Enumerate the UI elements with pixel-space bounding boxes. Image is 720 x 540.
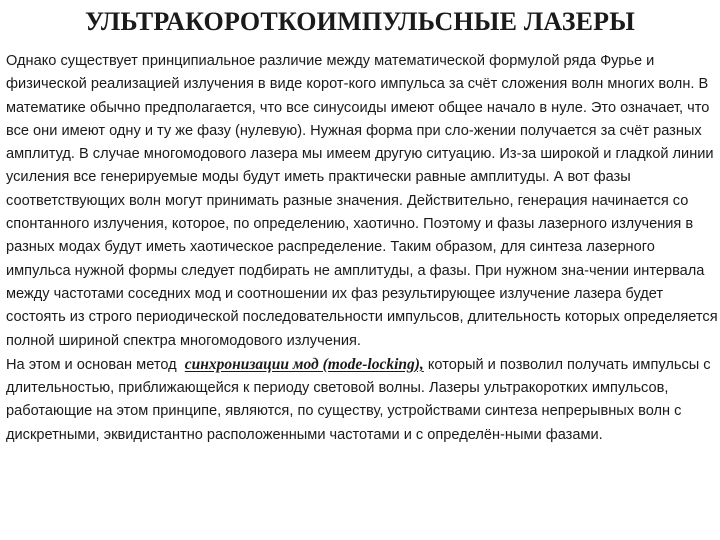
body-paragraph-2 (6, 353, 718, 447)
paragraph-2-tail-text: который и позволил получать импульсы с длительностью, приближающейся к периоду световой волны. Лазеры ультракоротких импульсов, работающие на этом принципе, являются, по существу, устройствами синтеза непрерывных волн с дискретными, эквидистантно расположенными частотами и с определён-ными фазами. (6, 356, 711, 443)
slide-title: УЛЬТРАКОРОТКОИМПУЛЬСНЫЕ ЛАЗЕРЫ (85, 7, 635, 36)
mode-locking-link[interactable]: синхронизации мод (mode-locking), (184, 355, 424, 373)
paragraph-2-lead-text: На этом и основан метод (6, 356, 185, 373)
body-paragraph-1: Однако существует принципиальное различие между математической формулой ряда Фурье и физической реализацией излучения в виде корот-кого импульса за счёт сложения волн многих волн. В математике обычно предполагается, что все синусоиды имеют общее начало в нуле. Это означает, что все они имеют одну и ту же фазу (нулевую). Нужная форма при сло-жении получается за счёт разных амплитуд. В случае многомодового лазера мы имеем другую ситуацию. Из-за широкой и гладкой линии усиления все генерируемые моды будут иметь практически равные амплитуды. А вот фазы соответствующих волн могут принимать разные значения. Действительно, генерация начинается со спонтанного излучения, которое, по определению, хаотично. Поэтому и фазы лазерного излучения в разных модах будут иметь хаотическое распределение. Таким образом, для синтеза лазерного импульса нужной формы следует подбирать не амплитуды, а фазы. При нужном зна-чении интервала между частотами соседних мод и соотношении их фаз результирующее излучение лазера будет состоять из строго периодической последовательности импульсов, длительность которых определяется полной шириной спектра многомодового излучения. (6, 53, 718, 349)
slide-body (6, 50, 718, 447)
